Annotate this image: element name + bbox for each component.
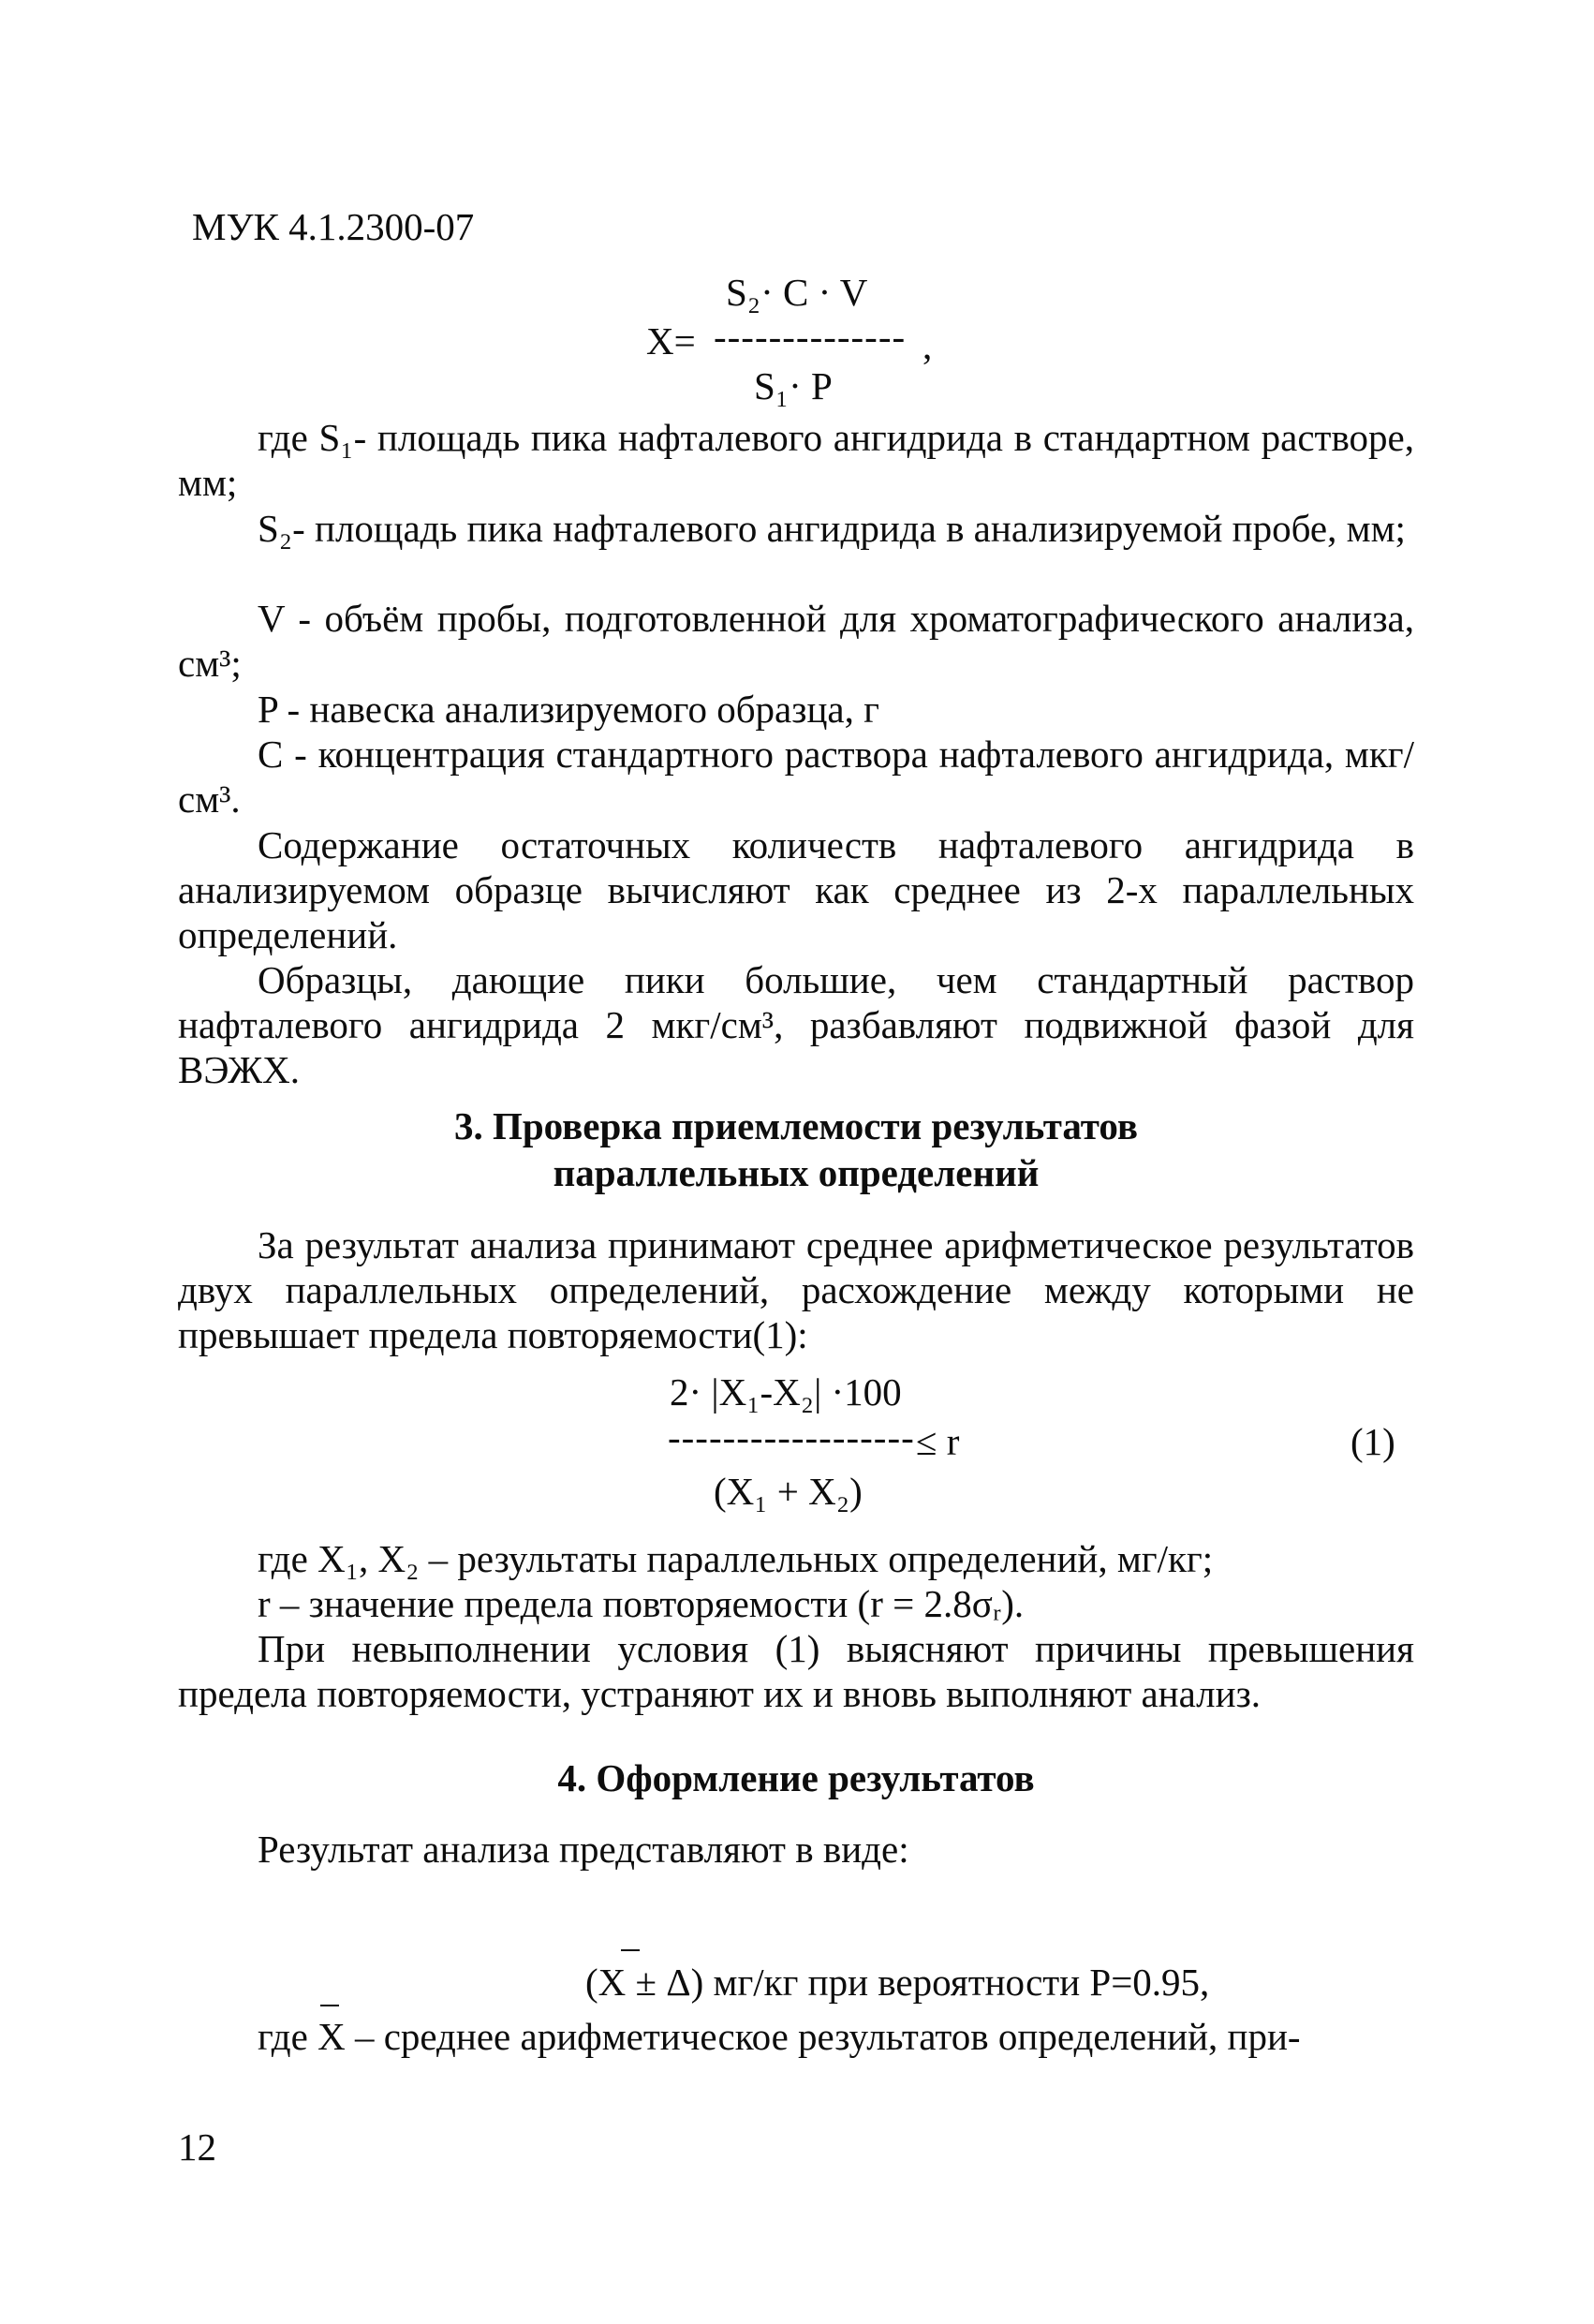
definition-p: P - навеска анализируемого образца, г bbox=[258, 688, 879, 731]
paragraph-condition: При невыполнении условия (1) выясняют причины превышения предела повторяемости, устраняют их и вновь выполняют анализ. bbox=[178, 1627, 1414, 1715]
formula1-denominator: S₁· P bbox=[754, 364, 833, 407]
section3-title-line2: параллельных определений bbox=[553, 1151, 1040, 1194]
section4-intro: Результат анализа представляют в виде: bbox=[258, 1828, 909, 1871]
formula1-numerator: S₂· C · V bbox=[726, 271, 868, 314]
formula2-fraction-rule: ------------------ bbox=[668, 1415, 915, 1458]
formula1-fraction-rule: -------------- bbox=[714, 315, 907, 358]
paragraph-samples: Образцы, дающие пики большие, чем стандартный раствор нафталевого ангидрида 2 мкг/см³, разбавляют подвижной фазой для ВЭЖХ. bbox=[178, 958, 1414, 1091]
paragraph-content: Содержание остаточных количеств нафталевого ангидрида в анализируемом образце вычисляют как среднее из 2-х параллельных определений. bbox=[178, 823, 1414, 956]
formula1-comma: , bbox=[922, 324, 933, 367]
formula2-number: (1) bbox=[1350, 1420, 1395, 1463]
section4-last-line: где X – среднее арифметическое результатов определений, при- bbox=[258, 2015, 1301, 2058]
definition-c: C - концентрация стандартного раствора нафталевого ангидрида, мкг/см³. bbox=[178, 733, 1414, 821]
section3-title-line1: 3. Проверка приемлемости результатов bbox=[453, 1104, 1139, 1147]
definition-x1-x2: где X₁, X₂ – результаты параллельных определений, мг/кг; bbox=[258, 1537, 1214, 1580]
definition-s1: где S₁- площадь пика нафталевого ангидрида в стандартном растворе, мм; bbox=[178, 416, 1414, 504]
x-mean-overbar-2 bbox=[320, 2005, 339, 2006]
formula1-lhs: X= bbox=[646, 319, 696, 363]
formula2-numerator: 2· |X₁-X₂| ·100 bbox=[670, 1370, 902, 1414]
definition-s2: S₂- площадь пика нафталевого ангидрида в анализируемой пробе, мм; bbox=[258, 507, 1406, 550]
section3-text: За результат анализа принимают среднее арифметическое результатов двух параллельных определений, расхождение между которыми не превышает предела повторяемости(1): bbox=[178, 1223, 1414, 1356]
section4-formula: (X ± Δ) мг/кг при вероятности P=0.95, bbox=[585, 1961, 1210, 2004]
page-number: 12 bbox=[178, 2125, 216, 2169]
section4-title: 4. Оформление результатов bbox=[557, 1756, 1035, 1799]
formula2-denominator: (X₁ + X₂) bbox=[714, 1470, 863, 1513]
formula2-relation: ≤ r bbox=[916, 1420, 960, 1463]
definition-r: r – значение предела повторяемости (r = 2.8σᵣ). bbox=[258, 1582, 1025, 1625]
definition-v: V - объём пробы, подготовленной для хроматографического анализа, см³; bbox=[178, 597, 1414, 685]
doc-code: МУК 4.1.2300-07 bbox=[192, 205, 475, 248]
x-mean-overbar bbox=[621, 1949, 640, 1951]
